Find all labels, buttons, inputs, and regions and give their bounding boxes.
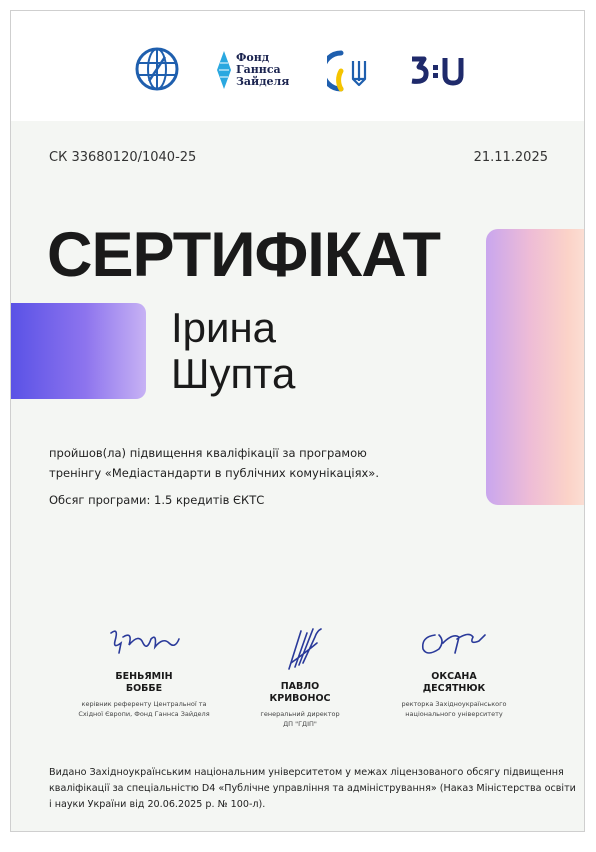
globe-logo-icon bbox=[135, 47, 179, 91]
signature-bobbe-icon bbox=[99, 623, 189, 663]
decorative-gradient-right bbox=[486, 229, 585, 505]
program-volume: Обсяг програми: 1.5 кредитів ЄКТС bbox=[49, 493, 265, 507]
signatory-name-line: ПАВЛО bbox=[280, 681, 320, 692]
signatory-name-line: КРИВОНОС bbox=[269, 693, 331, 704]
signatory-role-line: національного університету bbox=[405, 710, 503, 718]
certificate-title: СЕРТИФІКАТ bbox=[47, 220, 441, 290]
issuance-note bbox=[49, 765, 576, 813]
recipient-name bbox=[171, 305, 295, 397]
signatory-name-line: БОББЕ bbox=[125, 683, 163, 694]
issuance-note-line: і науки України від 20.06.2025 р. № 100-л). bbox=[49, 799, 266, 810]
signature-kryvonos-icon bbox=[255, 623, 345, 673]
issuance-note-line: Видано Західноукраїнським національним університетом у межах ліцензованого обсягу підвищення bbox=[49, 767, 564, 778]
signatory-name-line: ДЕСЯТНЮК bbox=[422, 683, 486, 694]
signatory-role-line: Східної Європи, Фонд Ганнса Зайделя bbox=[78, 710, 210, 718]
signatory-role-line: ректорка Західноукраїнського bbox=[401, 700, 507, 708]
fund-name-line3: Зайделя bbox=[236, 75, 290, 88]
certificate-page bbox=[10, 10, 585, 832]
signatory-role-line: генеральний директор bbox=[260, 710, 340, 718]
signatory-name-line: БЕНЬЯМІН bbox=[115, 671, 173, 682]
fund-mark-icon bbox=[217, 51, 231, 89]
ukraine-trident-logo-icon bbox=[327, 47, 375, 95]
signatory-role-line: керівник референту Центральної та bbox=[81, 700, 207, 708]
recipient-first-name: Ірина bbox=[171, 304, 277, 351]
certificate-date: 21.11.2025 bbox=[473, 150, 548, 165]
signatory-kryvonos bbox=[215, 623, 385, 729]
signatory-desiatniuk bbox=[369, 623, 539, 719]
wunu-logo bbox=[409, 53, 465, 87]
signature-desiatniuk-icon bbox=[409, 623, 499, 663]
certificate-description bbox=[49, 443, 379, 483]
decorative-gradient-left bbox=[11, 303, 146, 399]
certificate-number: СК 33680120/1040-25 bbox=[49, 150, 197, 165]
signatory-role-line: ДП "ГДІП" bbox=[283, 720, 317, 728]
issuance-note-line: кваліфікації за спеціальністю D4 «Публічне управління та адміністрування» (Наказ Міністерства освіти bbox=[49, 783, 576, 794]
recipient-last-name: Шупта bbox=[171, 350, 296, 397]
description-line: пройшов(ла) підвищення кваліфікації за програмою bbox=[49, 446, 367, 460]
description-line: тренінгу «Медіастандарти в публічних комунікаціях». bbox=[49, 466, 380, 480]
fund-name-line2: Ганнса bbox=[236, 63, 281, 76]
logo-bar bbox=[11, 11, 584, 121]
signatory-bobbe bbox=[59, 623, 229, 719]
hanns-seidel-foundation-logo bbox=[217, 49, 289, 91]
signatory-name-line: ОКСАНА bbox=[431, 671, 477, 682]
fund-name-line1: Фонд bbox=[236, 51, 270, 64]
